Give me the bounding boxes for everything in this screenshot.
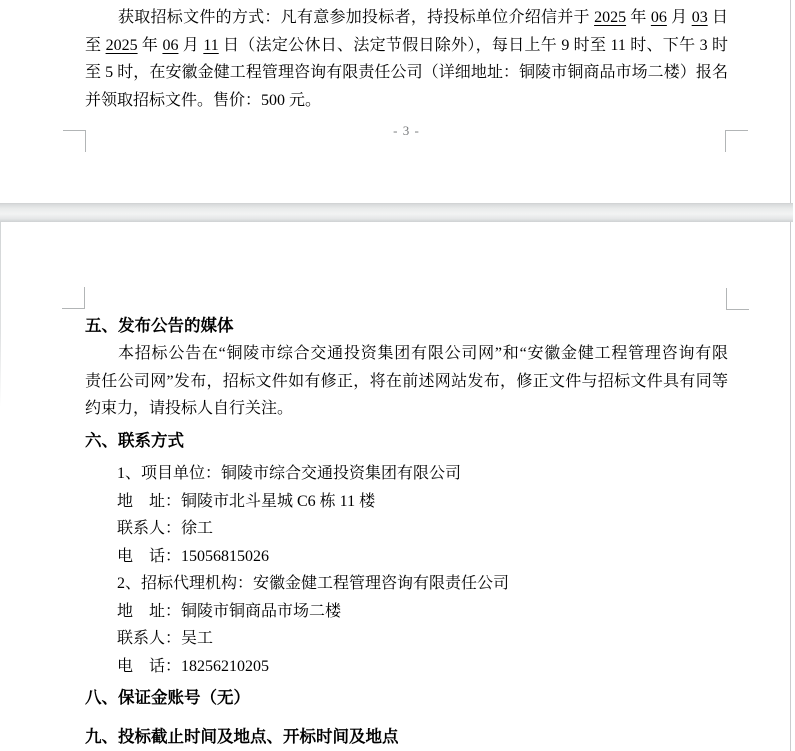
underlined-date: 06 — [650, 9, 667, 26]
underlined-date: 11 — [203, 36, 219, 54]
page-right-edge — [790, 0, 791, 751]
text-line: 责任公司网”发布，招标文件如有修正，将在前述网站发布，修正文件与招标文件具有同等 — [85, 372, 728, 390]
text-line: 至 5 时，在安徽金健工程管理咨询有限责任公司（详细地址：铜陵市铜商品市场二楼）报名 — [85, 64, 728, 82]
text-line: 联系人：吴工 — [117, 630, 214, 647]
underlined-date: 06 — [162, 36, 179, 54]
page-break-gap — [0, 203, 793, 222]
page-left-edge — [0, 222, 1, 407]
text-line: 1、项目单位：铜陵市综合交通投资集团有限公司 — [117, 465, 462, 482]
underlined-date: 2025 — [594, 9, 627, 26]
text-line: 本招标公告在“铜陵市综合交通投资集团有限公司网”和“安徽金健工程管理咨询有限 — [118, 345, 728, 362]
text-line: 地 址：铜陵市北斗星城 C6 栋 11 楼 — [117, 492, 376, 510]
margin-corner-mark-top-left — [62, 287, 85, 309]
section-heading-contact: 六、联系方式 — [85, 431, 184, 450]
text-line: 并领取招标文件。售价：500 元。 — [85, 92, 322, 110]
text-line: 获取招标文件的方式：凡有意参加投标者，持投标单位介绍信并于 2025 年 06 月 03 日 — [118, 9, 728, 26]
section-heading-deadline: 九、投标截止时间及地点、开标时间及地点 — [85, 727, 399, 746]
margin-corner-mark-bottom-right — [725, 130, 748, 152]
text-line: 约束力，请投标人自行关注。 — [85, 400, 294, 418]
text-line: 2、招标代理机构：安徽金健工程管理咨询有限责任公司 — [117, 575, 510, 592]
section-heading-deposit: 八、保证金账号（无） — [85, 688, 250, 707]
text-line: 电 话：15056815026 — [117, 547, 270, 565]
margin-corner-mark-top-right — [726, 288, 749, 310]
document-page-3[interactable] — [0, 0, 795, 203]
contact-info-list — [117, 460, 727, 680]
text-line: 电 话：18256210205 — [117, 657, 270, 675]
media-announcement-paragraph — [85, 340, 728, 423]
text-line: 至 2025 年 06 月 11 日（法定公休日、法定节假日除外），每日上午 9 时至 11 时、下午 3 时 — [85, 36, 728, 54]
text-line: 联系人：徐工 — [117, 520, 214, 537]
margin-corner-mark-bottom-left — [63, 130, 86, 152]
section-heading-media: 五、发布公告的媒体 — [85, 316, 234, 335]
text-line: 地 址：铜陵市铜商品市场二楼 — [117, 602, 342, 620]
underlined-date: 03 — [691, 9, 708, 26]
underlined-date: 2025 — [105, 36, 138, 54]
page-number: - 3 - — [393, 123, 420, 138]
document-page-4[interactable] — [0, 222, 795, 751]
obtain-documents-paragraph — [85, 4, 728, 115]
